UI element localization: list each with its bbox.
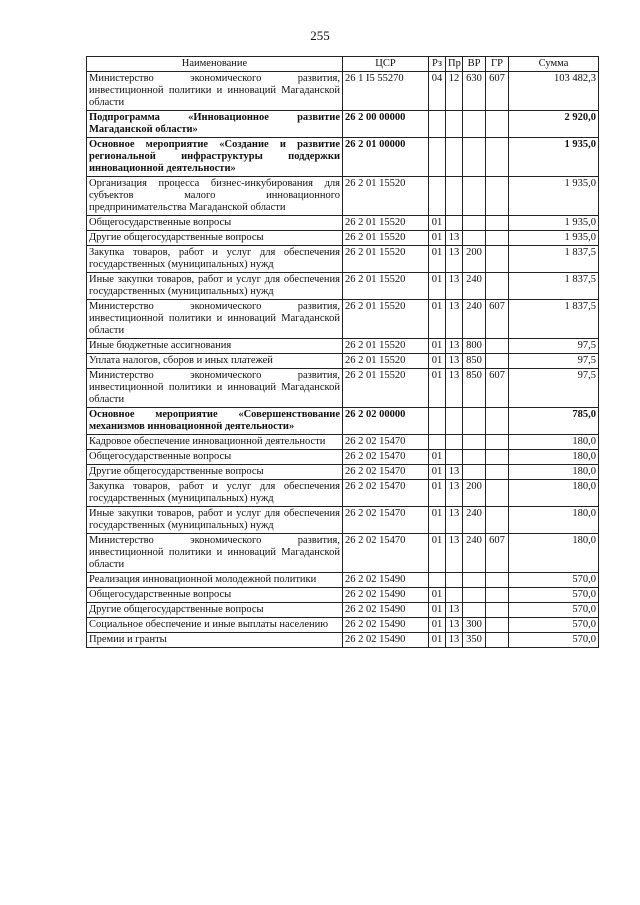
- cell-rz: [429, 408, 446, 435]
- cell-name: Другие общегосударственные вопросы: [87, 231, 343, 246]
- cell-csr: 26 2 01 15520: [343, 246, 429, 273]
- cell-rz: 01: [429, 231, 446, 246]
- cell-sum: 1 935,0: [509, 138, 599, 177]
- cell-vr: 240: [463, 507, 486, 534]
- cell-rz: [429, 138, 446, 177]
- cell-vr: 200: [463, 480, 486, 507]
- cell-sum: 97,5: [509, 369, 599, 408]
- cell-name: Подпрограмма «Инновационное развитие Магаданской области»: [87, 111, 343, 138]
- cell-csr: 26 2 02 00000: [343, 408, 429, 435]
- cell-name: Другие общегосударственные вопросы: [87, 603, 343, 618]
- cell-csr: 26 2 02 15490: [343, 618, 429, 633]
- cell-name: Премии и гранты: [87, 633, 343, 648]
- cell-sum: 1 837,5: [509, 273, 599, 300]
- cell-pr: 13: [446, 633, 463, 648]
- cell-rz: 01: [429, 246, 446, 273]
- cell-csr: 26 1 I5 55270: [343, 72, 429, 111]
- cell-sum: 1 935,0: [509, 216, 599, 231]
- table-row: [87, 618, 599, 633]
- cell-pr: 13: [446, 231, 463, 246]
- cell-gr: [486, 603, 509, 618]
- table-row: [87, 231, 599, 246]
- cell-sum: 570,0: [509, 603, 599, 618]
- cell-sum: 97,5: [509, 354, 599, 369]
- cell-sum: 180,0: [509, 480, 599, 507]
- cell-rz: 04: [429, 72, 446, 111]
- cell-sum: 103 482,3: [509, 72, 599, 111]
- cell-sum: 180,0: [509, 465, 599, 480]
- header-row: [87, 57, 599, 72]
- cell-rz: 01: [429, 603, 446, 618]
- cell-gr: [486, 216, 509, 231]
- table-row: [87, 111, 599, 138]
- cell-pr: 13: [446, 273, 463, 300]
- cell-pr: 13: [446, 507, 463, 534]
- cell-pr: [446, 177, 463, 216]
- cell-rz: 01: [429, 507, 446, 534]
- cell-csr: 26 2 02 15470: [343, 465, 429, 480]
- cell-gr: [486, 354, 509, 369]
- cell-name: Реализация инновационной молодежной политики: [87, 573, 343, 588]
- cell-vr: 850: [463, 369, 486, 408]
- table-row: [87, 573, 599, 588]
- cell-rz: 01: [429, 273, 446, 300]
- cell-vr: 240: [463, 273, 486, 300]
- cell-name: Закупка товаров, работ и услуг для обеспечения государственных (муниципальных) нужд: [87, 480, 343, 507]
- cell-sum: 570,0: [509, 618, 599, 633]
- table-row: [87, 246, 599, 273]
- cell-gr: [486, 408, 509, 435]
- page-number: 255: [310, 28, 330, 43]
- cell-gr: [486, 633, 509, 648]
- cell-csr: 26 2 00 00000: [343, 111, 429, 138]
- cell-gr: [486, 177, 509, 216]
- table-row: [87, 216, 599, 231]
- cell-rz: 01: [429, 633, 446, 648]
- cell-pr: [446, 138, 463, 177]
- cell-rz: 01: [429, 480, 446, 507]
- cell-gr: [486, 111, 509, 138]
- header-csr: ЦСР: [343, 57, 429, 72]
- cell-vr: 200: [463, 246, 486, 273]
- cell-csr: 26 2 01 15520: [343, 354, 429, 369]
- cell-sum: 180,0: [509, 534, 599, 573]
- cell-rz: 01: [429, 300, 446, 339]
- cell-name: Иные закупки товаров, работ и услуг для обеспечения государственных (муниципальных) нужд: [87, 273, 343, 300]
- header-name: Наименование: [87, 57, 343, 72]
- cell-gr: 607: [486, 300, 509, 339]
- cell-pr: 13: [446, 369, 463, 408]
- cell-vr: [463, 216, 486, 231]
- cell-rz: 01: [429, 618, 446, 633]
- cell-rz: 01: [429, 465, 446, 480]
- cell-csr: 26 2 01 00000: [343, 138, 429, 177]
- cell-rz: [429, 573, 446, 588]
- cell-pr: [446, 435, 463, 450]
- cell-rz: 01: [429, 339, 446, 354]
- cell-sum: 97,5: [509, 339, 599, 354]
- cell-name: Социальное обеспечение и иные выплаты населению: [87, 618, 343, 633]
- cell-csr: 26 2 01 15520: [343, 339, 429, 354]
- cell-gr: [486, 435, 509, 450]
- cell-csr: 26 2 01 15520: [343, 369, 429, 408]
- cell-gr: [486, 138, 509, 177]
- cell-rz: 01: [429, 588, 446, 603]
- cell-sum: 1 935,0: [509, 177, 599, 216]
- cell-pr: 13: [446, 618, 463, 633]
- cell-rz: 01: [429, 354, 446, 369]
- cell-vr: [463, 450, 486, 465]
- cell-rz: [429, 435, 446, 450]
- cell-name: Министерство экономического развития, инвестиционной политики и инноваций Магаданской области: [87, 72, 343, 111]
- table-row: [87, 369, 599, 408]
- cell-sum: 180,0: [509, 450, 599, 465]
- cell-name: Закупка товаров, работ и услуг для обеспечения государственных (муниципальных) нужд: [87, 246, 343, 273]
- cell-sum: 570,0: [509, 633, 599, 648]
- table-row: [87, 603, 599, 618]
- cell-gr: 607: [486, 534, 509, 573]
- cell-name: Иные закупки товаров, работ и услуг для обеспечения государственных (муниципальных) нужд: [87, 507, 343, 534]
- table-row: [87, 450, 599, 465]
- cell-sum: 180,0: [509, 507, 599, 534]
- header-rz: Рз: [429, 57, 446, 72]
- cell-vr: [463, 408, 486, 435]
- cell-csr: 26 2 02 15470: [343, 435, 429, 450]
- cell-name: Общегосударственные вопросы: [87, 216, 343, 231]
- cell-vr: [463, 573, 486, 588]
- cell-pr: [446, 111, 463, 138]
- header-gr: ГР: [486, 57, 509, 72]
- cell-gr: [486, 339, 509, 354]
- cell-pr: 13: [446, 339, 463, 354]
- cell-csr: 26 2 01 15520: [343, 177, 429, 216]
- cell-csr: 26 2 01 15520: [343, 231, 429, 246]
- table-row: [87, 72, 599, 111]
- cell-rz: [429, 177, 446, 216]
- table-row: [87, 588, 599, 603]
- cell-csr: 26 2 02 15470: [343, 507, 429, 534]
- table-row: [87, 507, 599, 534]
- cell-gr: [486, 231, 509, 246]
- cell-vr: 630: [463, 72, 486, 111]
- cell-rz: 01: [429, 534, 446, 573]
- header-pr: Пр: [446, 57, 463, 72]
- cell-pr: 12: [446, 72, 463, 111]
- cell-vr: 850: [463, 354, 486, 369]
- cell-pr: [446, 573, 463, 588]
- cell-csr: 26 2 02 15490: [343, 633, 429, 648]
- table-row: [87, 177, 599, 216]
- cell-sum: 570,0: [509, 588, 599, 603]
- table-row: [87, 300, 599, 339]
- cell-vr: [463, 177, 486, 216]
- cell-vr: [463, 588, 486, 603]
- table-body: [87, 72, 599, 648]
- cell-pr: 13: [446, 354, 463, 369]
- cell-name: Министерство экономического развития, инвестиционной политики и инноваций Магаданской области: [87, 369, 343, 408]
- table-row: [87, 534, 599, 573]
- cell-vr: [463, 231, 486, 246]
- cell-csr: 26 2 02 15490: [343, 573, 429, 588]
- cell-vr: [463, 111, 486, 138]
- cell-gr: [486, 507, 509, 534]
- cell-vr: 350: [463, 633, 486, 648]
- cell-vr: 800: [463, 339, 486, 354]
- cell-csr: 26 2 02 15470: [343, 450, 429, 465]
- cell-pr: [446, 408, 463, 435]
- cell-vr: [463, 465, 486, 480]
- table-row: [87, 465, 599, 480]
- cell-gr: 607: [486, 72, 509, 111]
- cell-vr: 240: [463, 534, 486, 573]
- cell-pr: 13: [446, 603, 463, 618]
- table-row: [87, 408, 599, 435]
- cell-name: Общегосударственные вопросы: [87, 450, 343, 465]
- cell-csr: 26 2 02 15490: [343, 603, 429, 618]
- cell-gr: 607: [486, 369, 509, 408]
- cell-sum: 1 837,5: [509, 246, 599, 273]
- table-row: [87, 435, 599, 450]
- cell-pr: 13: [446, 534, 463, 573]
- cell-sum: 1 837,5: [509, 300, 599, 339]
- cell-gr: [486, 273, 509, 300]
- table-row: [87, 480, 599, 507]
- cell-sum: 785,0: [509, 408, 599, 435]
- cell-vr: [463, 138, 486, 177]
- cell-pr: 13: [446, 246, 463, 273]
- cell-sum: 1 935,0: [509, 231, 599, 246]
- header-vr: ВР: [463, 57, 486, 72]
- cell-name: Общегосударственные вопросы: [87, 588, 343, 603]
- cell-vr: 300: [463, 618, 486, 633]
- cell-csr: 26 2 02 15470: [343, 480, 429, 507]
- cell-sum: 2 920,0: [509, 111, 599, 138]
- cell-name: Организация процесса бизнес-инкубирования для субъектов малого инновационного предпринимательства Магаданской области: [87, 177, 343, 216]
- table-row: [87, 633, 599, 648]
- table-row: [87, 138, 599, 177]
- cell-name: Кадровое обеспечение инновационной деятельности: [87, 435, 343, 450]
- cell-csr: 26 2 01 15520: [343, 216, 429, 231]
- cell-rz: 01: [429, 369, 446, 408]
- cell-gr: [486, 450, 509, 465]
- table-row: [87, 273, 599, 300]
- cell-name: Основное мероприятие «Создание и развитие региональной инфраструктуры поддержки инновационной деятельности»: [87, 138, 343, 177]
- cell-csr: 26 2 02 15490: [343, 588, 429, 603]
- cell-rz: 01: [429, 450, 446, 465]
- cell-pr: [446, 450, 463, 465]
- cell-csr: 26 2 02 15470: [343, 534, 429, 573]
- table-row: [87, 339, 599, 354]
- cell-gr: [486, 618, 509, 633]
- cell-vr: 240: [463, 300, 486, 339]
- cell-name: Другие общегосударственные вопросы: [87, 465, 343, 480]
- cell-vr: [463, 603, 486, 618]
- cell-pr: 13: [446, 300, 463, 339]
- cell-pr: [446, 588, 463, 603]
- cell-pr: 13: [446, 480, 463, 507]
- cell-sum: 180,0: [509, 435, 599, 450]
- cell-name: Уплата налогов, сборов и иных платежей: [87, 354, 343, 369]
- cell-pr: [446, 216, 463, 231]
- cell-gr: [486, 480, 509, 507]
- cell-gr: [486, 588, 509, 603]
- cell-gr: [486, 573, 509, 588]
- cell-pr: 13: [446, 465, 463, 480]
- cell-gr: [486, 246, 509, 273]
- cell-rz: [429, 111, 446, 138]
- table-row: [87, 354, 599, 369]
- cell-sum: 570,0: [509, 573, 599, 588]
- cell-vr: [463, 435, 486, 450]
- cell-rz: 01: [429, 216, 446, 231]
- cell-csr: 26 2 01 15520: [343, 273, 429, 300]
- cell-name: Основное мероприятие «Совершенствование механизмов инновационной деятельности»: [87, 408, 343, 435]
- budget-table: [86, 56, 599, 648]
- cell-csr: 26 2 01 15520: [343, 300, 429, 339]
- cell-name: Иные бюджетные ассигнования: [87, 339, 343, 354]
- cell-name: Министерство экономического развития, инвестиционной политики и инноваций Магаданской области: [87, 300, 343, 339]
- header-sum: Сумма: [509, 57, 599, 72]
- cell-gr: [486, 465, 509, 480]
- cell-name: Министерство экономического развития, инвестиционной политики и инноваций Магаданской области: [87, 534, 343, 573]
